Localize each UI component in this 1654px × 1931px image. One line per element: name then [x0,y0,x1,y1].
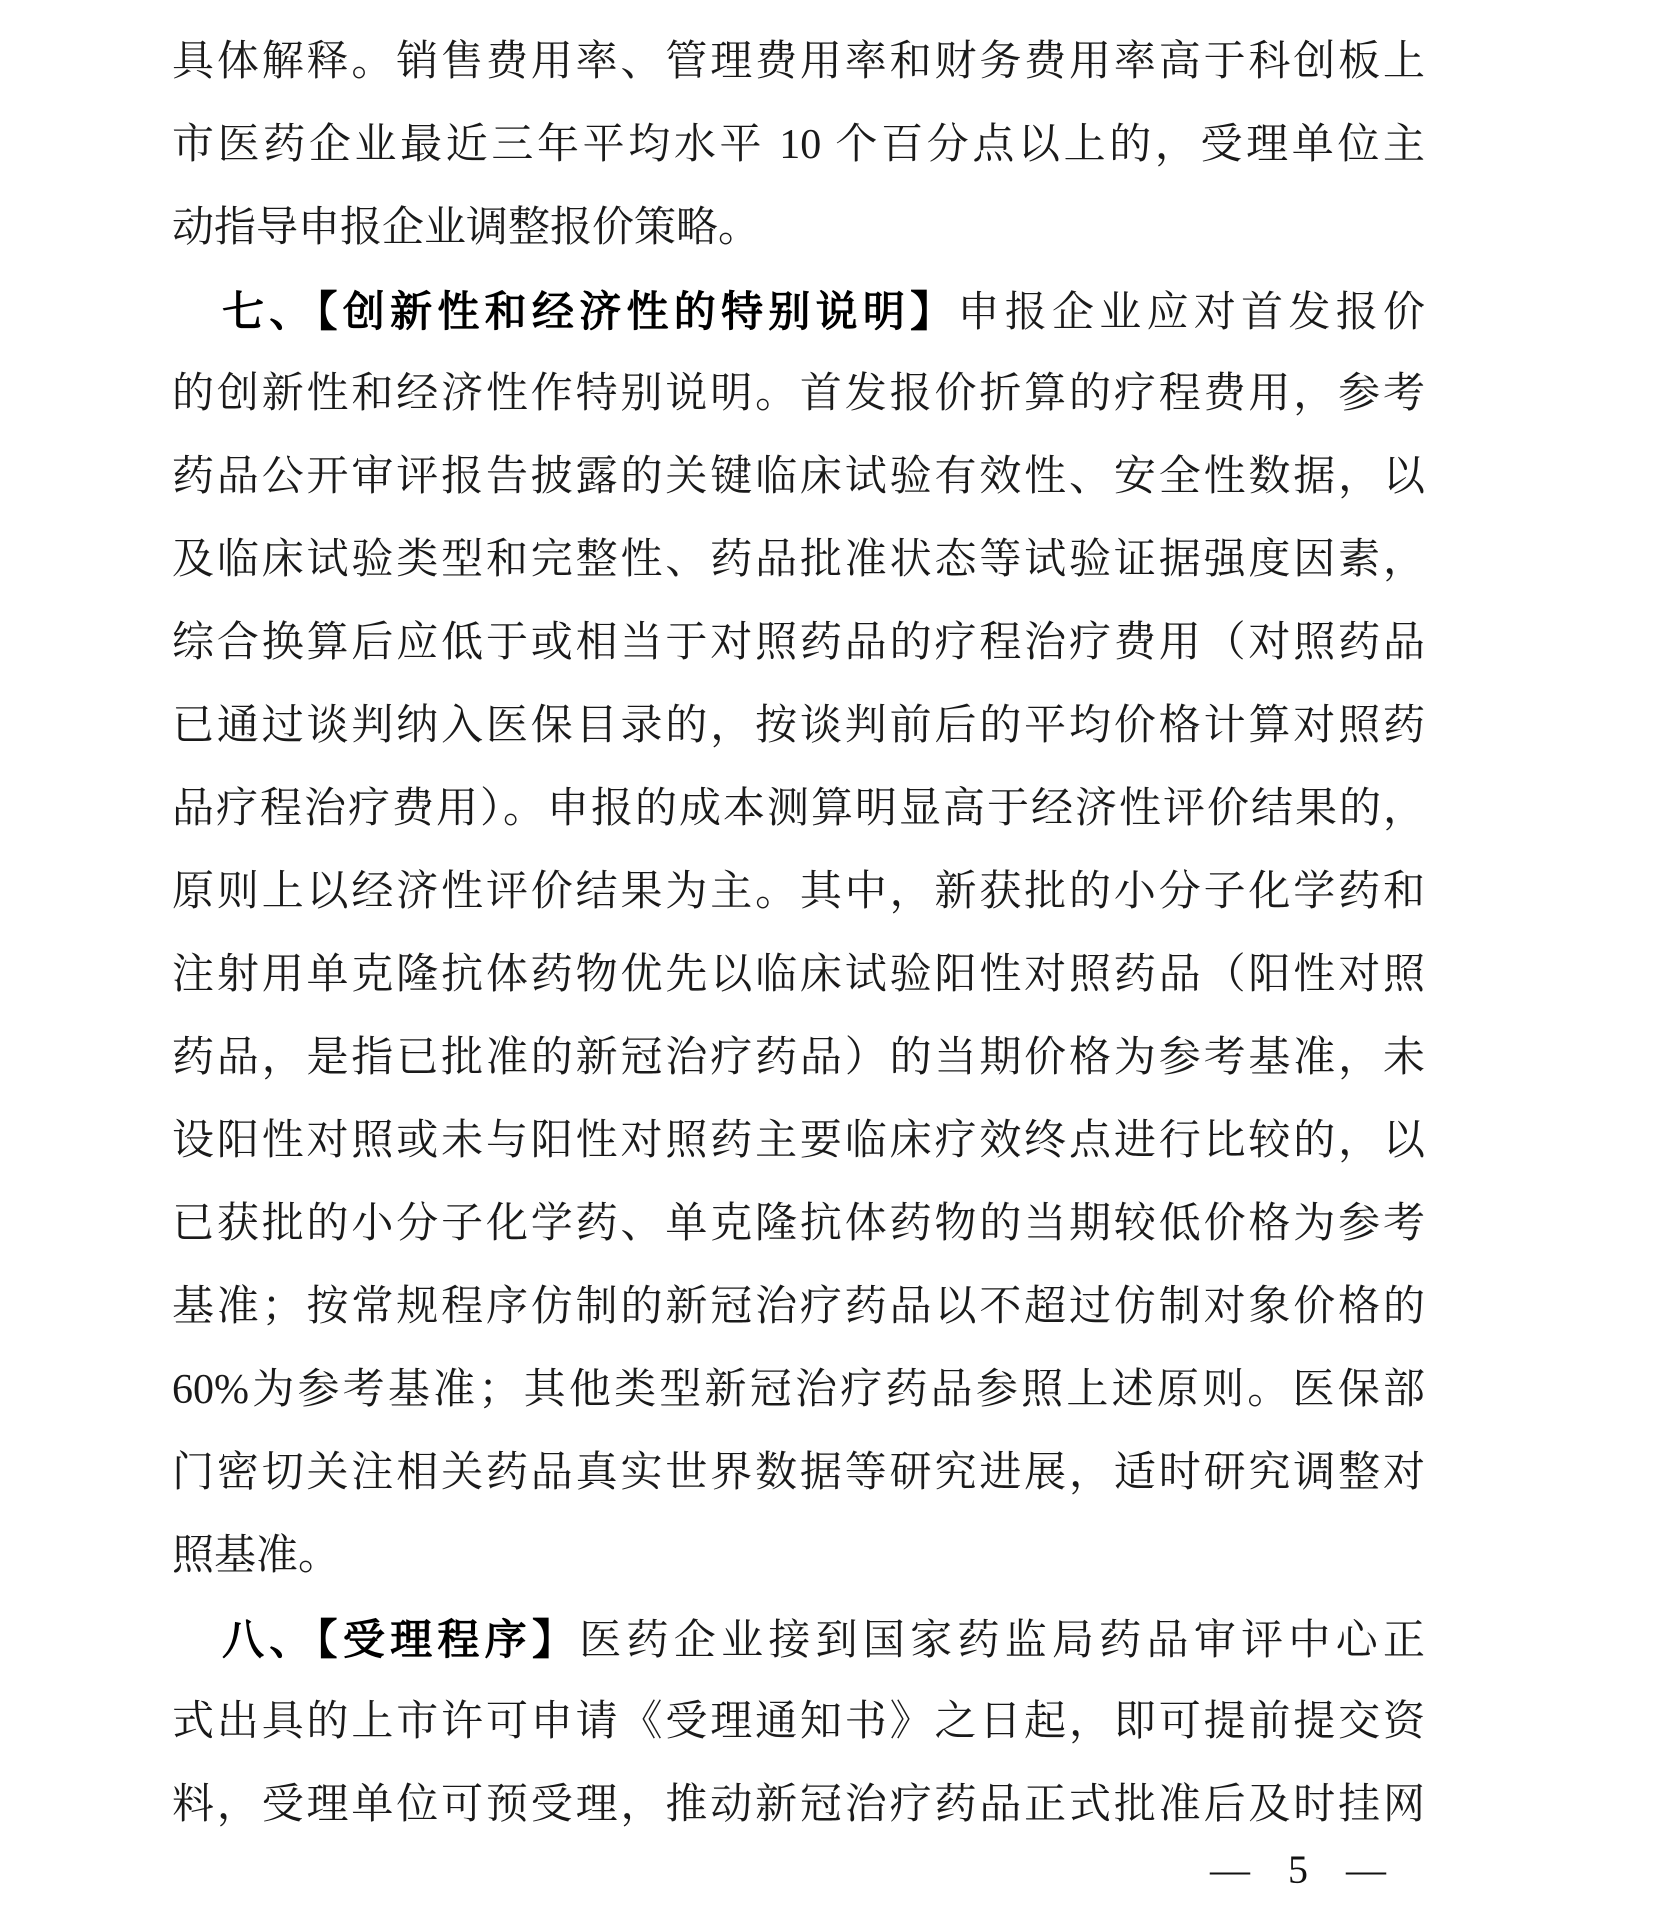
body-text: 申报企业应对首发报价 [957,290,1425,336]
body-text: 基准；按常规程序仿制的新冠治疗药品以不超过仿制对象价格的 [172,1284,1425,1330]
body-text: 照基准。 [172,1533,341,1579]
text-line [172,934,1425,1017]
body-text: 市医药企业最近三年平均水平 10 个百分点以上的，受理单位主 [172,122,1425,168]
section-heading: 八、【受理程序】 [222,1616,580,1663]
body-text: 料，受理单位可预受理，推动新冠治疗药品正式批准后及时挂网 [172,1782,1425,1828]
body-text: 及临床试验类型和完整性、药品批准状态等试验证据强度因素， [172,537,1425,583]
text-line [172,187,1425,270]
text-line [172,270,1425,353]
body-text: 已通过谈判纳入医保目录的，按谈判前后的平均价格计算对照药 [172,703,1425,749]
body-text: 药品公开审评报告披露的关键临床试验有效性、安全性数据，以 [172,454,1425,500]
text-line [172,851,1425,934]
body-text: 具体解释。销售费用率、管理费用率和财务费用率高于科创板上 [172,39,1425,85]
text-line [172,685,1425,768]
body-text: 注射用单克隆抗体药物优先以临床试验阳性对照药品（阳性对照 [172,952,1425,998]
text-line [172,1515,1425,1598]
body-text: 设阳性对照或未与阳性对照药主要临床疗效终点进行比较的，以 [172,1118,1425,1164]
text-line [172,1183,1425,1266]
text-line [172,21,1425,104]
text-line [172,1432,1425,1515]
text-line [172,768,1425,851]
text-line [172,1349,1425,1432]
body-text: 原则上以经济性评价结果为主。其中，新获批的小分子化学药和 [172,869,1425,915]
body-text: 的创新性和经济性作特别说明。首发报价折算的疗程费用，参考 [172,371,1425,417]
text-line [172,519,1425,602]
body-text: 医药企业接到国家药监局药品审评中心正 [579,1618,1425,1664]
text-line [172,1764,1425,1847]
text-line [172,353,1425,436]
section-heading: 七、【创新性和经济性的特别说明】 [222,288,958,335]
text-line [172,1598,1425,1681]
body-text: 综合换算后应低于或相当于对照药品的疗程治疗费用（对照药品 [172,620,1425,666]
body-text: 药品，是指已批准的新冠治疗药品）的当期价格为参考基准，未 [172,1035,1425,1081]
text-line [172,1266,1425,1349]
text-line [172,1017,1425,1100]
body-text: 品疗程治疗费用）。申报的成本测算明显高于经济性评价结果的， [172,786,1425,832]
text-line [172,104,1425,187]
text-line [172,602,1425,685]
body-text: 动指导申报企业调整报价策略。 [172,205,761,251]
text-line [172,1681,1425,1764]
body-text: 门密切关注相关药品真实世界数据等研究进展，适时研究调整对 [172,1450,1425,1496]
body-text: 已获批的小分子化学药、单克隆抗体药物的当期较低价格为参考 [172,1201,1425,1247]
page-number: — 5 — [1210,1847,1400,1892]
text-line [172,436,1425,519]
text-line [172,1100,1425,1183]
document-body [172,21,1425,1847]
body-text: 式出具的上市许可申请《受理通知书》之日起，即可提前提交资 [172,1699,1425,1745]
body-text: 60%为参考基准；其他类型新冠治疗药品参照上述原则。医保部 [172,1367,1425,1413]
